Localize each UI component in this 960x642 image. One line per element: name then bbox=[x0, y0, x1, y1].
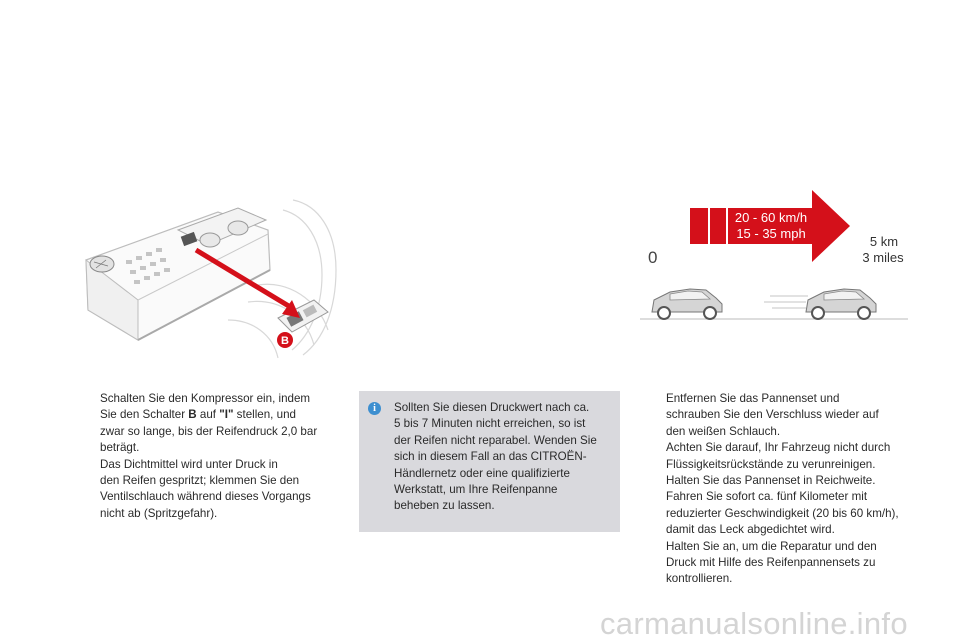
text-line: Sollten Sie diesen Druckwert nach ca. bbox=[394, 401, 590, 414]
text-line: nicht ab (Spritzgefahr). bbox=[100, 506, 218, 520]
bullet-marker bbox=[642, 489, 666, 538]
text-line: Werkstatt, um Ihre Reifenpanne bbox=[394, 483, 558, 497]
text-line: Ventilschlauch während dieses Vorgangs bbox=[100, 490, 311, 504]
bullet-marker bbox=[642, 391, 666, 489]
text-line: Entfernen Sie das Pannenset und bbox=[666, 392, 840, 405]
bullet-marker bbox=[642, 539, 666, 588]
text-line: Flüssigkeitsrückstände zu verunreinigen. bbox=[666, 457, 876, 471]
callout-b-label: B bbox=[281, 335, 289, 347]
text-line: schrauben Sie den Verschluss wieder auf bbox=[666, 408, 879, 422]
text-line: Halten Sie das Pannenset in Reichweite. bbox=[666, 474, 876, 488]
text-line: beheben zu lassen. bbox=[394, 499, 495, 513]
bullet-item bbox=[642, 489, 912, 538]
text-line: den weißen Schlauch. bbox=[666, 424, 781, 438]
start-label: 0 bbox=[648, 248, 658, 267]
info-icon: i bbox=[368, 402, 381, 415]
car-start-icon bbox=[652, 289, 722, 319]
text-line: reduzierter Geschwindigkeit (20 bis 60 km/h), bbox=[666, 506, 899, 520]
text-line: zwar so lange, bis der Reifendruck 2,0 bar bbox=[100, 424, 318, 438]
text-line: den Reifen gespritzt; klemmen Sie den bbox=[100, 474, 300, 488]
instruction-right bbox=[642, 391, 912, 588]
text-line: Druck mit Hilfe des Reifenpannensets zu bbox=[666, 556, 876, 570]
text-line: 5 bis 7 Minuten nicht erreichen, so ist bbox=[394, 417, 586, 431]
watermark: carmanualsonline.info bbox=[600, 606, 908, 641]
speed-kmh: 20 - 60 km/h bbox=[734, 210, 808, 225]
bullet-item bbox=[76, 391, 326, 522]
text-line: Achten Sie darauf, Ihr Fahrzeug nicht durch bbox=[666, 441, 891, 455]
text-line: sich in diesem Fall an das CITROËN- bbox=[394, 450, 587, 464]
compressor-illustration bbox=[78, 190, 340, 360]
bullet-item bbox=[642, 391, 912, 489]
text-line: damit das Leck abgedichtet wird. bbox=[666, 523, 835, 537]
bullet-marker bbox=[76, 391, 100, 522]
driving-illustration bbox=[640, 188, 910, 320]
bullet-item bbox=[642, 539, 912, 588]
text-line: Händlernetz oder eine qualifizierte bbox=[394, 466, 570, 480]
car-moving-icon bbox=[806, 289, 876, 319]
text-line: beträgt. bbox=[100, 441, 140, 455]
speed-mph: 15 - 35 mph bbox=[736, 226, 806, 241]
distance-miles: 3 miles bbox=[862, 250, 904, 265]
text-line: kontrollieren. bbox=[666, 572, 733, 586]
info-box bbox=[359, 391, 620, 532]
info-text bbox=[394, 400, 612, 515]
distance-km: 5 km bbox=[869, 234, 899, 249]
text-line: Das Dichtmittel wird unter Druck in bbox=[100, 457, 278, 471]
text-line: Schalten Sie den Kompressor ein, indem bbox=[100, 392, 311, 405]
text-line: Fahren Sie sofort ca. fünf Kilometer mit bbox=[666, 490, 868, 504]
text-line: Sie den Schalter B auf "I" stellen, und bbox=[100, 408, 296, 422]
text-line: Halten Sie an, um die Reparatur und den bbox=[666, 539, 877, 553]
text-line: der Reifen nicht reparabel. Wenden Sie bbox=[394, 433, 597, 447]
instruction-left bbox=[76, 391, 326, 522]
